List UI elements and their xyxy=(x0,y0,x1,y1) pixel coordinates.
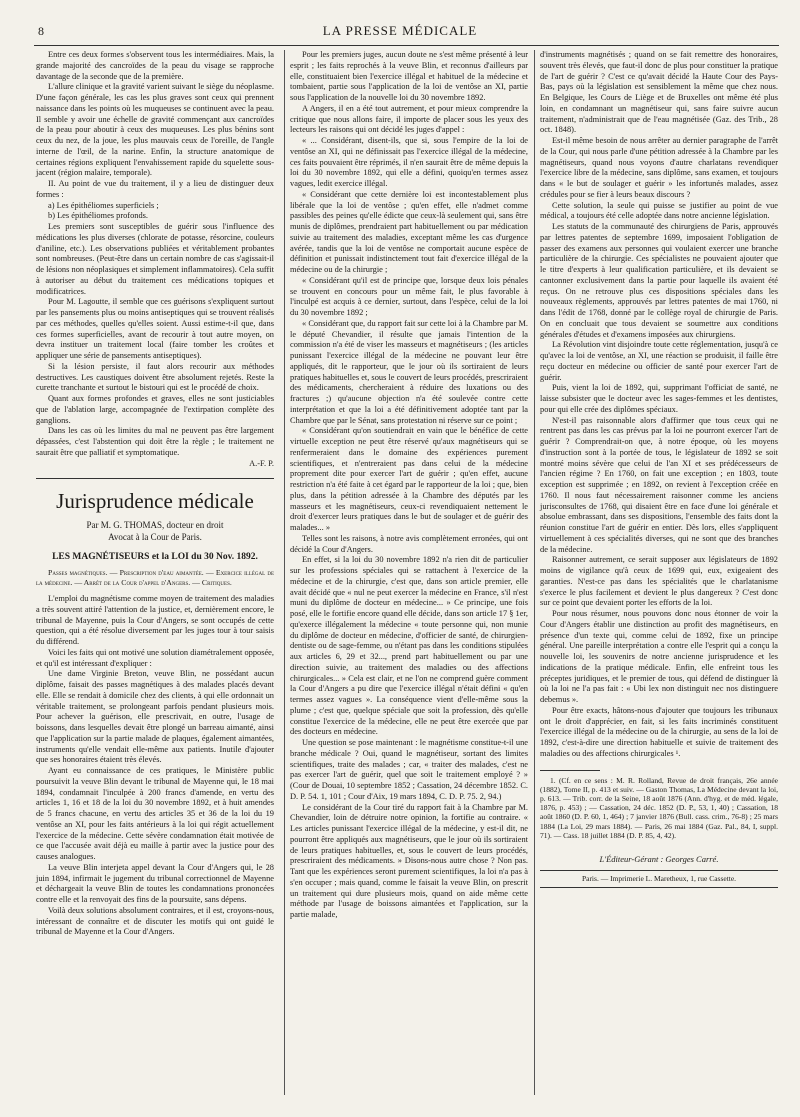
paragraph: En effet, si la loi du 30 novembre 1892 n'a rien dit de particulier sur les professions spéciales qui se rattachent à l'exercice de la médecine et de la chirurgie, c'est que, dans son article premier, elle avait décidé que « nul ne peut exercer la médecine en France, s'il n'est muni du diplôme de docteur en médecine... » Ce principe, une fois posé, elle le fortifie encore quand elle décide, dans son article 17 § 1er, qu'exerce illégalement la médecine « toute personne qui, non munie du diplôme de docteur en médecine, d'officier de santé, de chirurgien-dentiste ou de sage-femme, ou n'étant pas dans les conditions stipulées aux articles 6, 29 et 32..., prend part habituellement ou par une direction suivie, au traitement des maladies ou des affections chirurgicales... » Cela est clair, et ne l'on ne comprend guère comment la Cour d'Angers a pu dire que l'exercice illégal n'était défini « qu'en termes assez vagues ». La conséquence vient d'elle-même sous la plume ; c'est que, quelque spéciale que soit la profession, dès qu'elle constitue l'exercice de la médecine, elle ne peut être exercée que par des docteurs en médecine. xyxy=(290,555,528,737)
paragraph: L'emploi du magnétisme comme moyen de traitement des maladies a très souvent attiré l'attention de la justice, et, dernièrement encore, le tribunal de Mayenne, puis la Cour d'Angers, se sont occupés de cette question, qui a été résolue diversement par les juges tour à tour saisis du différend. xyxy=(36,594,274,646)
section-divider xyxy=(36,478,274,479)
printer-imprint: Paris. — Imprimerie L. Maretheux, 1, rue Cassette. xyxy=(540,870,778,889)
paragraph: Les statuts de la communauté des chirurgiens de Paris, approuvés par lettres patentes de septembre 1699, imposaient l'obligation de passer des examens aux personnes qui voulaient exercer une branche particulière de la chirurgie. Ces spécialistes ne pouvaient ajouter que le titre d'experts à leur qualification particulière, et ils devaient se cantonner exclusivement dans la partie pour laquelle ils avaient été reçus. On ne retrouve plus ces dispositions spéciales dans les nouveaux règlements, approuvés par lettres patentes de mai 1760, ni dans l'édit de 1768, donné par le collège royal de chirurgie de Paris. On en concluait que tous devaient se soumettre aux conditions générales d'études et d'examens imposées aux chirurgiens. xyxy=(540,222,778,339)
running-title: LA PRESSE MÉDICALE xyxy=(322,23,478,38)
column-3 xyxy=(540,50,778,888)
paragraph: Le considérant de la Cour tiré du rapport fait à la Chambre par M. Chevandier, loin de détruire notre opinion, la fortifie au contraire. « Les articles punissant l'exercice illégal de la médecine, y est-il dit, ne pourront être appliqués aux magnétiseurs, que le jour où ils sortiraient de leurs pratiques habituelles, et, sous le couvert de leurs procédés, prescriraient des médicaments. » Disons-nous autre chose ? Non pas. Tant que les expériences seront purement scientifiques, la loi n'a pas à s'en occuper ; mais quand, comme le faisait la veuve Blin, on prescrit un traitement qui dure plusieurs mois, quand on aide même cette méthode par l'usage de boissons aimantées et l'application, sur la partie malade, xyxy=(290,802,528,919)
paragraph: La Révolution vint disjoindre toute cette réglementation, jusqu'à ce qu'avec la loi de ventôse, an XI, une réaction se produisit, il faille être reçu docteur en médecine ou officier de santé pour exercer l'art de guérir. xyxy=(540,340,778,382)
paragraph: « Considérant qu'on soutiendrait en vain que le bénéfice de cette virtuelle exception ne peut être réservé qu'aux magnétiseurs qui se renfermeraient dans le domaine des expériences purement scientifiques, et n'entreraient pas dans celui de la médecine proprement dite pour exercer l'art de guérir ; qu'en effet, aucune restriction n'a été faite à cet égard par le rapporteur de la loi ; que, bien plus, dans la pétition adressée à la Chambre des députés par les masseurs et les magnétiseurs, ceux-ci revendiquaient nettement le droit d'exercer leurs pratiques dans le but de soulager et de guérir des malades... » xyxy=(290,426,528,532)
paragraph: d'instruments magnétisés ; quand on se fait remettre des honoraires, souvent très élevés, que faut-il donc de plus pour constituer la pratique de l'art de guérir ? C'est ce qu'avait décidé la Haute Cour des Pays-Bas, pays où la législation est sensiblement la même que chez nous. En Belgique, les Cours de Liège et de Bruxelles ont même été plus loin, en condamnant un magnétiseur qui, sans faire suivre aucun traitement, n'administrait que de l'eau magnétisée (Gaz. des Trib., 28 oct. 1848). xyxy=(540,50,778,135)
paragraph: Voilà deux solutions absolument contraires, et il est, croyons-nous, intéressant de connaître et de discuter les motifs qui ont guidé le tribunal de Mayenne et la Cour d'Angers. xyxy=(36,905,274,937)
author-title: Avocat à la Cour de Paris. xyxy=(108,532,202,543)
article-title: LES MAGNÉTISEURS et la LOI du 30 Nov. 1892. xyxy=(52,552,258,563)
paragraph: Est-il même besoin de nous arrêter au dernier paragraphe de l'arrêt de la Cour, qui nous parle d'une pétition adressée à la Chambre par les magnétiseurs, quand nous voyons d'autre charlatans revendiquer l'exercice libre de la médecine, sans diplôme, sans examen, et toujours dans « le but de soulager et guérir » les infortunés malades, assez crédules pour se fier à leurs beaux discours ? xyxy=(540,136,778,199)
paragraph: Une dame Virginie Breton, veuve Blin, ne possédant aucun diplôme, faisait des passes magnétiques à des malades placés devant elle. Elle se rendait à domicile chez des clients, à qui elle ordonnait un véritable traitement, se prolongeant parfois pendant plusieurs mois. Pour achever la guérison, elle prescrivait, en outre, l'usage de boissons, dans lesquelles devait être plongé un barreau aimanté, ainsi que l'application sur la partie malade de plaques, également aimantées, instruments qu'elle vendait elle-même aux patients. Inutile d'ajouter que ses honoraires étaient très élevés. xyxy=(36,669,274,765)
paragraph: N'est-il pas raisonnable alors d'affirmer que tous ceux qui ne rentrent pas dans les cas prévus par la loi ne pourront exercer l'art de guérir ? Comprendrait-on que, à notre époque, où les moyens d'instruction sont à la portée de tous, le législateur de 1892 se soit montré moins sévère que celui de l'an XI et ses prédécesseurs de l'ancien régime ? En 1760, on fait une exception ; en 1803, toute exception est supprimée ; en 1892, on revient à l'exception créée en 1760. Il nous faut nécessairement raisonner comme les anciens jurisconsultes de 1768, qui disaient être en face d'une loi générale et absolue embrassant, dans ses dispositions, l'ensemble des faits dont la réunion constitue l'art de guérir en entier. Dès lors, elles s'appliquent virtuellement à ces spécialités diverses, qui ne sont que des branches de la médecine. xyxy=(540,415,778,554)
page-number: 8 xyxy=(38,24,44,38)
paragraph: Si la lésion persiste, il faut alors recourir aux méthodes destructives. Les caustiques doivent être absolument rejetés. Reste la curette tranchante et surtout le bistouri qui est le procédé de choix. xyxy=(36,361,274,393)
paragraph: Telles sont les raisons, à notre avis complètement erronées, qui ont décidé la Cour d'Angers. xyxy=(290,533,528,554)
paragraph: A Angers, il en a été tout autrement, et pour mieux comprendre la critique que nous allons faire, il importe de placer sous les yeux des lecteurs les raisons qui ont décidé les juges d'appel : xyxy=(290,103,528,135)
paragraph: Pour être exacts, hâtons-nous d'ajouter que toujours les tribunaux ont le droit d'apprécier, en fait, si les faits incriminés constituent l'exercice illégal de la médecine ou de la chirurgie, au sens de la loi de 1892, c'est-à-dire une direction habituelle et suivie de traitement des maladies ou des affections chirurgicales ¹. xyxy=(540,705,778,758)
article-signature: A.-F. P. xyxy=(249,458,274,468)
publisher-line: L'Éditeur-Gérant : Georges Carré. xyxy=(599,853,719,864)
footnote: 1. (Cf. en ce sens : M. R. Rolland, Revue de droit français, 26e année (1882), Tome II, p. 413 et suiv. — Gaston Thomas, La Médecine devant la loi, p. 613. — Trib. corr. de la Seine, 18 août 1876 (Ann. d'hyg. et de méd. légale, 1876, p. 453) ; — Cassation, 24 déc. 1852 (D. P., 53, 1, 40) ; Cassation, 18 août 1860 (D. P. 60, 1, 464) ; 7 janvier 1876 (Bull. cass. crim., 76-8) ; 25 mars 1884 (La Loi, 29 mars 1884). — Paris, 26 mai 1884 (Gaz. Pal., 84, I, suppl. 71). — Cass. 18 juillet 1884 (D. P. 85, 4, 42). xyxy=(540,775,778,840)
column-2 xyxy=(290,50,528,921)
footnote-divider xyxy=(540,770,600,771)
paragraph: Raisonner autrement, ce serait supposer aux législateurs de 1892 moins de vigilance qu'à ceux de 1699 qui, eux, exigeaient des garanties. N'est-ce pas dans les spécialités que le charlatanisme s'exerce le plus facilement et devient le plus dangereux ? C'est donc sur ce point que devaient porter les efforts de la loi. xyxy=(540,555,778,608)
paragraph: Voici les faits qui ont motivé une solution diamétralement opposée, et qu'il est intéressant d'expliquer : xyxy=(36,647,274,668)
list-item: b) Les épithéliomes profonds. xyxy=(48,211,149,221)
paragraph: Cette solution, la seule qui puisse se justifier au point de vue médical, a toujours été celle adoptée dans notre ancienne législation. xyxy=(540,200,778,221)
paragraph: Entre ces deux formes s'observent tous les intermédiaires. Mais, la grande majorité des cancroïdes de la peau du visage se rapproche davantage de la seconde que de la première. xyxy=(36,50,274,81)
paragraph: Pour nous résumer, nous pouvons donc nous étonner de voir la Cour d'Angers établir une distinction au profit des magnétiseurs, en présence d'un texte qui, comme celui de 1892, fixe un principe général. Une pareille interprétation a contre elle l'esprit qui a conçu la nouvelle loi, les souvenirs de notre ancienne jurisprudence et les indications de la pratique médicale. Enfin, elle enfreint tous les préceptes juridiques, et le premier de tous, qui défend de distinguer là où la loi ne l'a pas fait : « Ubi lex non distinguit nec nos distinguere debemus ». xyxy=(540,609,778,704)
paragraph: Ayant eu connaissance de ces pratiques, le Ministère public poursuivit la veuve Blin devant le tribunal de Mayenne qui, le 18 mai 1894, condamnait l'inculpée à 200 francs d'amende, en vertu des articles 1, 16 et 18 de la loi du 30 novembre 1892, et à huit amendes de 5 francs chacune, en vertu des articles 35 et 36 de la loi du 19 ventôse an XI, pour les faits antérieurs à la loi qui régit actuellement l'exercice de la médecine. Cette sévère condamnation était motivée de ce que l'accusée avait déjà eu maille à partir avec la justice pour des causes analogues. xyxy=(36,766,274,861)
paragraph: Quant aux formes profondes et graves, elles ne sont justiciables que de l'ablation large, accompagnée de l'extirpation complète des ganglions. xyxy=(36,394,274,425)
paragraph: « ... Considérant, disent-ils, que si, sous l'empire de la loi de ventôse an XI, qui ne définissait pas l'exercice illégal de la médecine, ces faits pouvaient être réprimés, il n'en saurait être de même depuis la loi du 30 novembre 1892, qui elle a défini, quoiqu'en termes assez vagues, ledit exercice illégal. xyxy=(290,136,528,188)
column-divider-1 xyxy=(284,50,285,1095)
paragraph: « Considérant que cette dernière loi est incontestablement plus libérale que la loi de ventôse ; qu'en effet, elle n'admet comme passibles des peines qu'elle édicte que ceux-là seulement qui, sans être munis de diplômes, prendraient part habituellement ou par médication suivie au traitement des maladies, exceptant même les cas d'urgence avérée, tandis que la loi de ventôse ne comportait aucune espèce de définition et punissait indistinctement tout fait d'exercice illégal de la médecine ou de la chirurgie ; xyxy=(290,189,528,274)
paragraph: II. Au point de vue du traitement, il y a lieu de distinguer deux formes : xyxy=(36,179,274,199)
column-divider-2 xyxy=(534,50,535,1095)
paragraph: Puis, vient la loi de 1892, qui, supprimant l'officiat de santé, ne laisse subsister que le docteur avec les sages-femmes et les dentistes, pour qui elle crée des diplômes spéciaux. xyxy=(540,383,778,414)
paragraph: Pour M. Lagoutte, il semble que ces guérisons s'expliquent surtout par les pansements plus ou moins antiseptiques qui se trouvent réalisés par ces méthodes, quelles qu'elles soient. Aussi estime-t-il que, dans ces formes superficielles, avant de recourir à tout autre moyen, on devra instituer un traitement local (faire tomber les croûtes et appliquer une série de pansements antiseptiques). xyxy=(36,297,274,360)
column-1 xyxy=(36,50,274,938)
paragraph: Pour les premiers juges, aucun doute ne s'est même présenté à leur esprit ; les faits reprochés à la veuve Blin, et reconnus d'ailleurs par elle, constituaient bien l'exercice illégal et habituel de la médecine et tombaient, partie sous l'application de la loi de ventôse an XI, partie sous l'application de la nouvelle loi du 30 novembre 1892. xyxy=(290,50,528,102)
article-summary: Passes magnétiques. — Prescription d'eau aimantée. — Exercice illégal de la médecine. — Arrêt de la Cour d'appel d'Angers. — Critiques. xyxy=(36,568,274,587)
paragraph: Une question se pose maintenant : le magnétisme constitue-t-il une branche médicale ? Oui, quand le magnétiseur, sortant des limites scientifiques, traite des malades ; car, « traiter des malades, c'est ne pas exercer l'art de guérir, quel que soit le traitement employé ? » (Cour de Douai, 10 septembre 1852 ; Cassation, 24 décembre 1852. C. D. P. 54. 1, 101 ; Cour d'Aix, 19 mars 1894, C. D. P. 75. 2, 94.) xyxy=(290,738,528,801)
paragraph: Dans les cas où les limites du mal ne peuvent pas être largement dépassées, c'est l'abstention qui doit être la règle ; le traitement ne saurait être que palliatif et symptomatique. xyxy=(36,426,274,457)
paragraph: Les premiers sont susceptibles de guérir sous l'influence des médications les plus diverses (chlorate de potasse, résorcine, couleurs d'aniline, etc.). Les observations publiées et véritablement probantes sont nombreuses. (Peut-être dans un certain nombre de cas s'agissait-il de lésions non néoplasiques et simplement inflammatoires). Cela suffit à autoriser au début du traitement ces médications topiques et modificatrices. xyxy=(36,222,274,296)
header-rule xyxy=(34,45,779,46)
paragraph: « Considérant qu'il est de principe que, lorsque deux lois pénales se trouvent en concours pour un même fait, le plus favorable à l'inculpé est acquis à ce dernier, surtout, dans l'espèce, celui de la loi du 30 novembre 1892 ; xyxy=(290,275,528,317)
paragraph: L'allure clinique et la gravité varient suivant le siège du néoplasme. D'une façon générale, les cas les plus graves sont ceux qui prennent naissance dans les points où les muqueuses se continuent avec la peau. Il semble y avoir une échelle de gravité commençant aux cancroïdes de la peau pour aboutir à ceux des muqueuses. Les plus bénins sont ceux du nez, de la joue, les plus mauvais ceux de l'oreille, de l'angle interne de l'œil, de la narine. Enfin, la structure anatomique de certaines régions expliquent l'envahissement rapide du squelette sous-jacent (région malaire, temporale). xyxy=(36,82,274,178)
paragraph: « Considérant que, du rapport fait sur cette loi à la Chambre par M. le député Chevandier, il résulte que jamais l'intention de la commission n'a été de viser les masseurs et magnétiseurs ; (les articles punissant l'exercice illégal de la médecine ne pouvant leur être appliqués, dit le rapporteur, que le jour où ils sortiraient de leurs pratiques habituelles et, sous le couvert de leurs procédés, prescriraient des médicaments, chercheraient à réduire des luxations ou des fractures ;) qu'aucune objection n'a été soulevée contre cette interprétation et que la loi a été définitivement adoptée tant par la Chambre que par le Sénat, sans protestation ni réserve sur ce point ; xyxy=(290,318,528,425)
list-item: a) Les épithéliomes superficiels ; xyxy=(48,200,159,210)
footnote-block xyxy=(540,776,778,840)
paragraph: La veuve Blin interjeta appel devant la Cour d'Angers qui, le 28 juin 1894, infirmait le jugement du tribunal correctionnel de Mayenne et déchargeait la veuve Blin de toutes les condamnations prononcées contre elle et la renvoyait des fins de la poursuite, sans dépens. xyxy=(36,862,274,904)
author-byline: Par M. G. THOMAS, docteur en droit xyxy=(86,520,224,531)
section-title: Jurisprudence médicale xyxy=(56,489,254,514)
